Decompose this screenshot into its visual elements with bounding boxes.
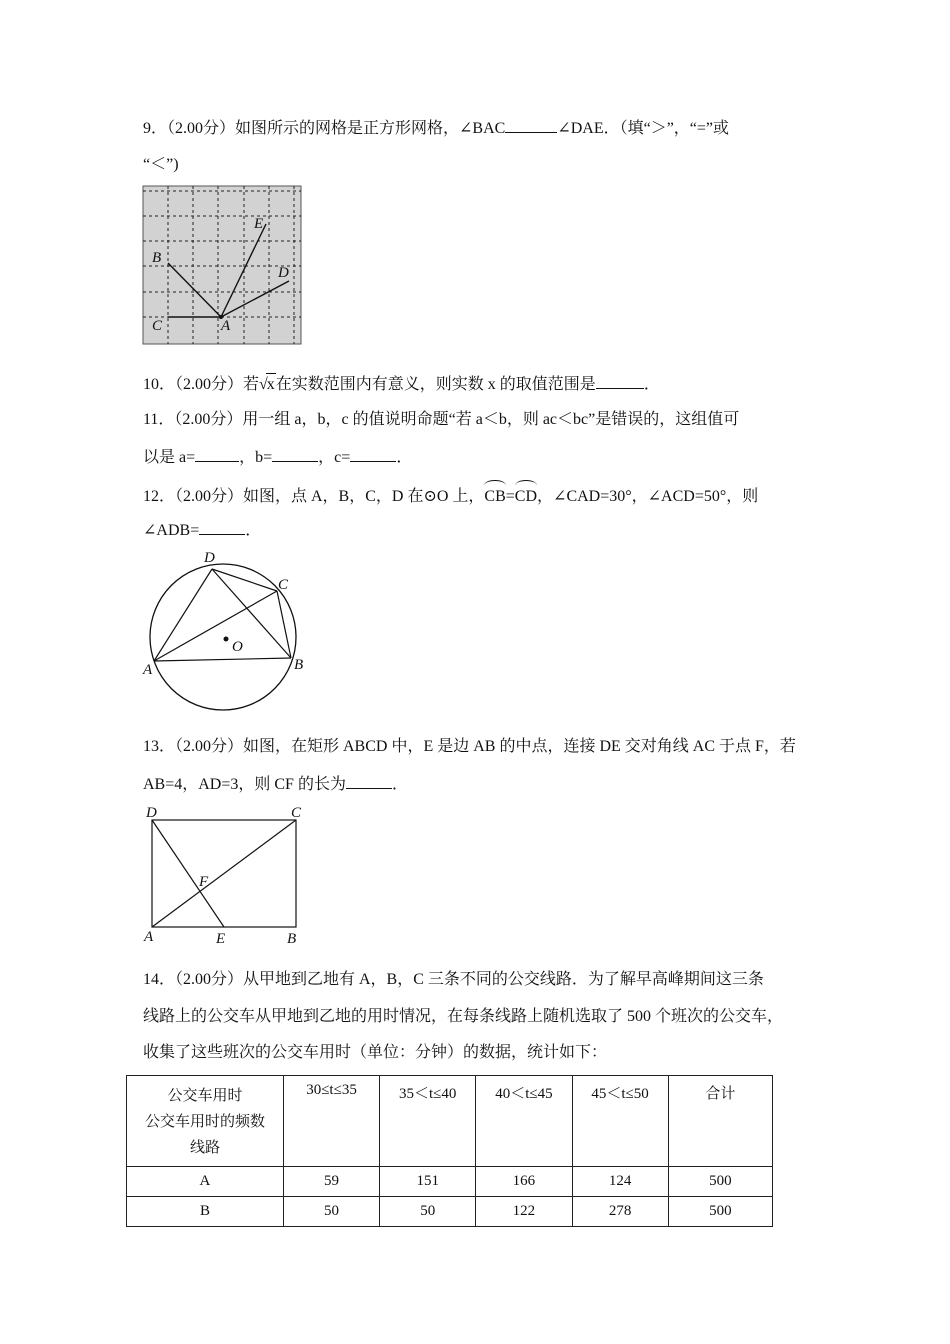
table-header: 合计 <box>668 1076 772 1167</box>
q14-line2: 线路上的公交车从甲地到乙地的用时情况，在每条线路上随机选取了 500 个班次的公交车， <box>143 1008 784 1025</box>
q12-line1: 12．（2.00分）如图，点 A，B，C，D 在⊙O 上，CB=CD，∠CAD=30°，∠ACD=50°，则 <box>143 482 758 508</box>
q11-line2: 以是 a= ，b= ，c= ． <box>143 446 412 469</box>
sqrt-sign: √ <box>259 376 268 393</box>
q9-label-c: C <box>152 318 163 334</box>
q9-label-e: E <box>254 216 264 232</box>
table-header: 45＜t≤50 <box>572 1076 668 1167</box>
q13-label-b: B <box>287 931 297 947</box>
q13-label-a: A <box>144 929 154 945</box>
table-cell-route: A <box>127 1167 284 1197</box>
q13-answer-blank[interactable] <box>346 773 392 789</box>
q13-rectangle-figure <box>140 800 310 950</box>
q12-label-b: B <box>294 657 304 673</box>
q10-line: 10．（2.00分）若√x在实数范围内有意义，则实数 x 的取值范围是 ． <box>143 373 660 396</box>
q12-label-c: C <box>278 577 289 593</box>
q9-label-d: D <box>278 265 289 281</box>
q13-label-d: D <box>146 805 157 821</box>
q10-answer-blank[interactable] <box>596 373 644 389</box>
q12-label-a: A <box>143 662 153 678</box>
table-cell: 500 <box>668 1167 772 1197</box>
table-header: 35＜t≤40 <box>380 1076 476 1167</box>
q9-grid-figure <box>143 186 301 344</box>
table-cell: 151 <box>380 1167 476 1197</box>
q9-label-b: B <box>152 250 162 266</box>
table-cell: 500 <box>668 1197 772 1227</box>
q12-answer-blank[interactable] <box>199 519 245 535</box>
table-header: 30≤t≤35 <box>283 1076 379 1167</box>
arc-cb: CB <box>484 482 505 508</box>
table-header-row <box>127 1076 773 1167</box>
table-row <box>127 1167 773 1197</box>
q13-label-c: C <box>291 805 302 821</box>
q9-line2: “＜”) <box>143 156 179 173</box>
frequency-table <box>126 1075 773 1227</box>
q11-blank-b[interactable] <box>272 446 318 462</box>
q11-blank-a[interactable] <box>195 446 239 462</box>
table-cell: 278 <box>572 1197 668 1227</box>
q12-label-d: D <box>204 550 215 566</box>
arc-cd: CD <box>515 482 537 508</box>
q14-line3: 收集了这些班次的公交车用时（单位：分钟）的数据，统计如下： <box>143 1044 608 1061</box>
q13-line2: AB=4，AD=3，则 CF 的长为 ． <box>143 773 408 796</box>
table-cell: 124 <box>572 1167 668 1197</box>
q9-line1: 9．（2.00分）如图所示的网格是正方形网格，∠BAC ∠DAE．（填“＞”，“=”或 <box>143 117 729 140</box>
radicand: x <box>266 373 276 396</box>
table-cell: 50 <box>283 1197 379 1227</box>
q14-line1: 14．（2.00分）从甲地到乙地有 A，B，C 三条不同的公交线路．为了解早高峰期间这三条 <box>143 971 764 988</box>
table-header: 40＜t≤45 <box>476 1076 572 1167</box>
q12-circle-figure <box>140 545 320 720</box>
q11-blank-c[interactable] <box>350 446 396 462</box>
q9-label-a: A <box>221 318 231 334</box>
q9-answer-blank[interactable] <box>505 117 557 133</box>
q13-label-f: F <box>199 874 209 890</box>
table-cell: 166 <box>476 1167 572 1197</box>
q13-line1: 13．（2.00分）如图，在矩形 ABCD 中，E 是边 AB 的中点，连接 DE 交对角线 AC 于点 F，若 <box>143 738 796 755</box>
table-corner-cell: 公交车用时 公交车用时的频数 线路 <box>127 1076 284 1167</box>
table-cell-route: B <box>127 1197 284 1227</box>
table-cell: 59 <box>283 1167 379 1197</box>
q11-line1: 11．（2.00分）用一组 a，b，c 的值说明命题“若 a＜b，则 ac＜bc”是错误的，这组值可 <box>143 411 740 428</box>
table-row <box>127 1197 773 1227</box>
table-cell: 50 <box>380 1197 476 1227</box>
q12-label-o: O <box>232 639 243 655</box>
table-cell: 122 <box>476 1197 572 1227</box>
q12-line2: ∠ADB= ． <box>143 519 261 542</box>
q13-label-e: E <box>216 931 226 947</box>
